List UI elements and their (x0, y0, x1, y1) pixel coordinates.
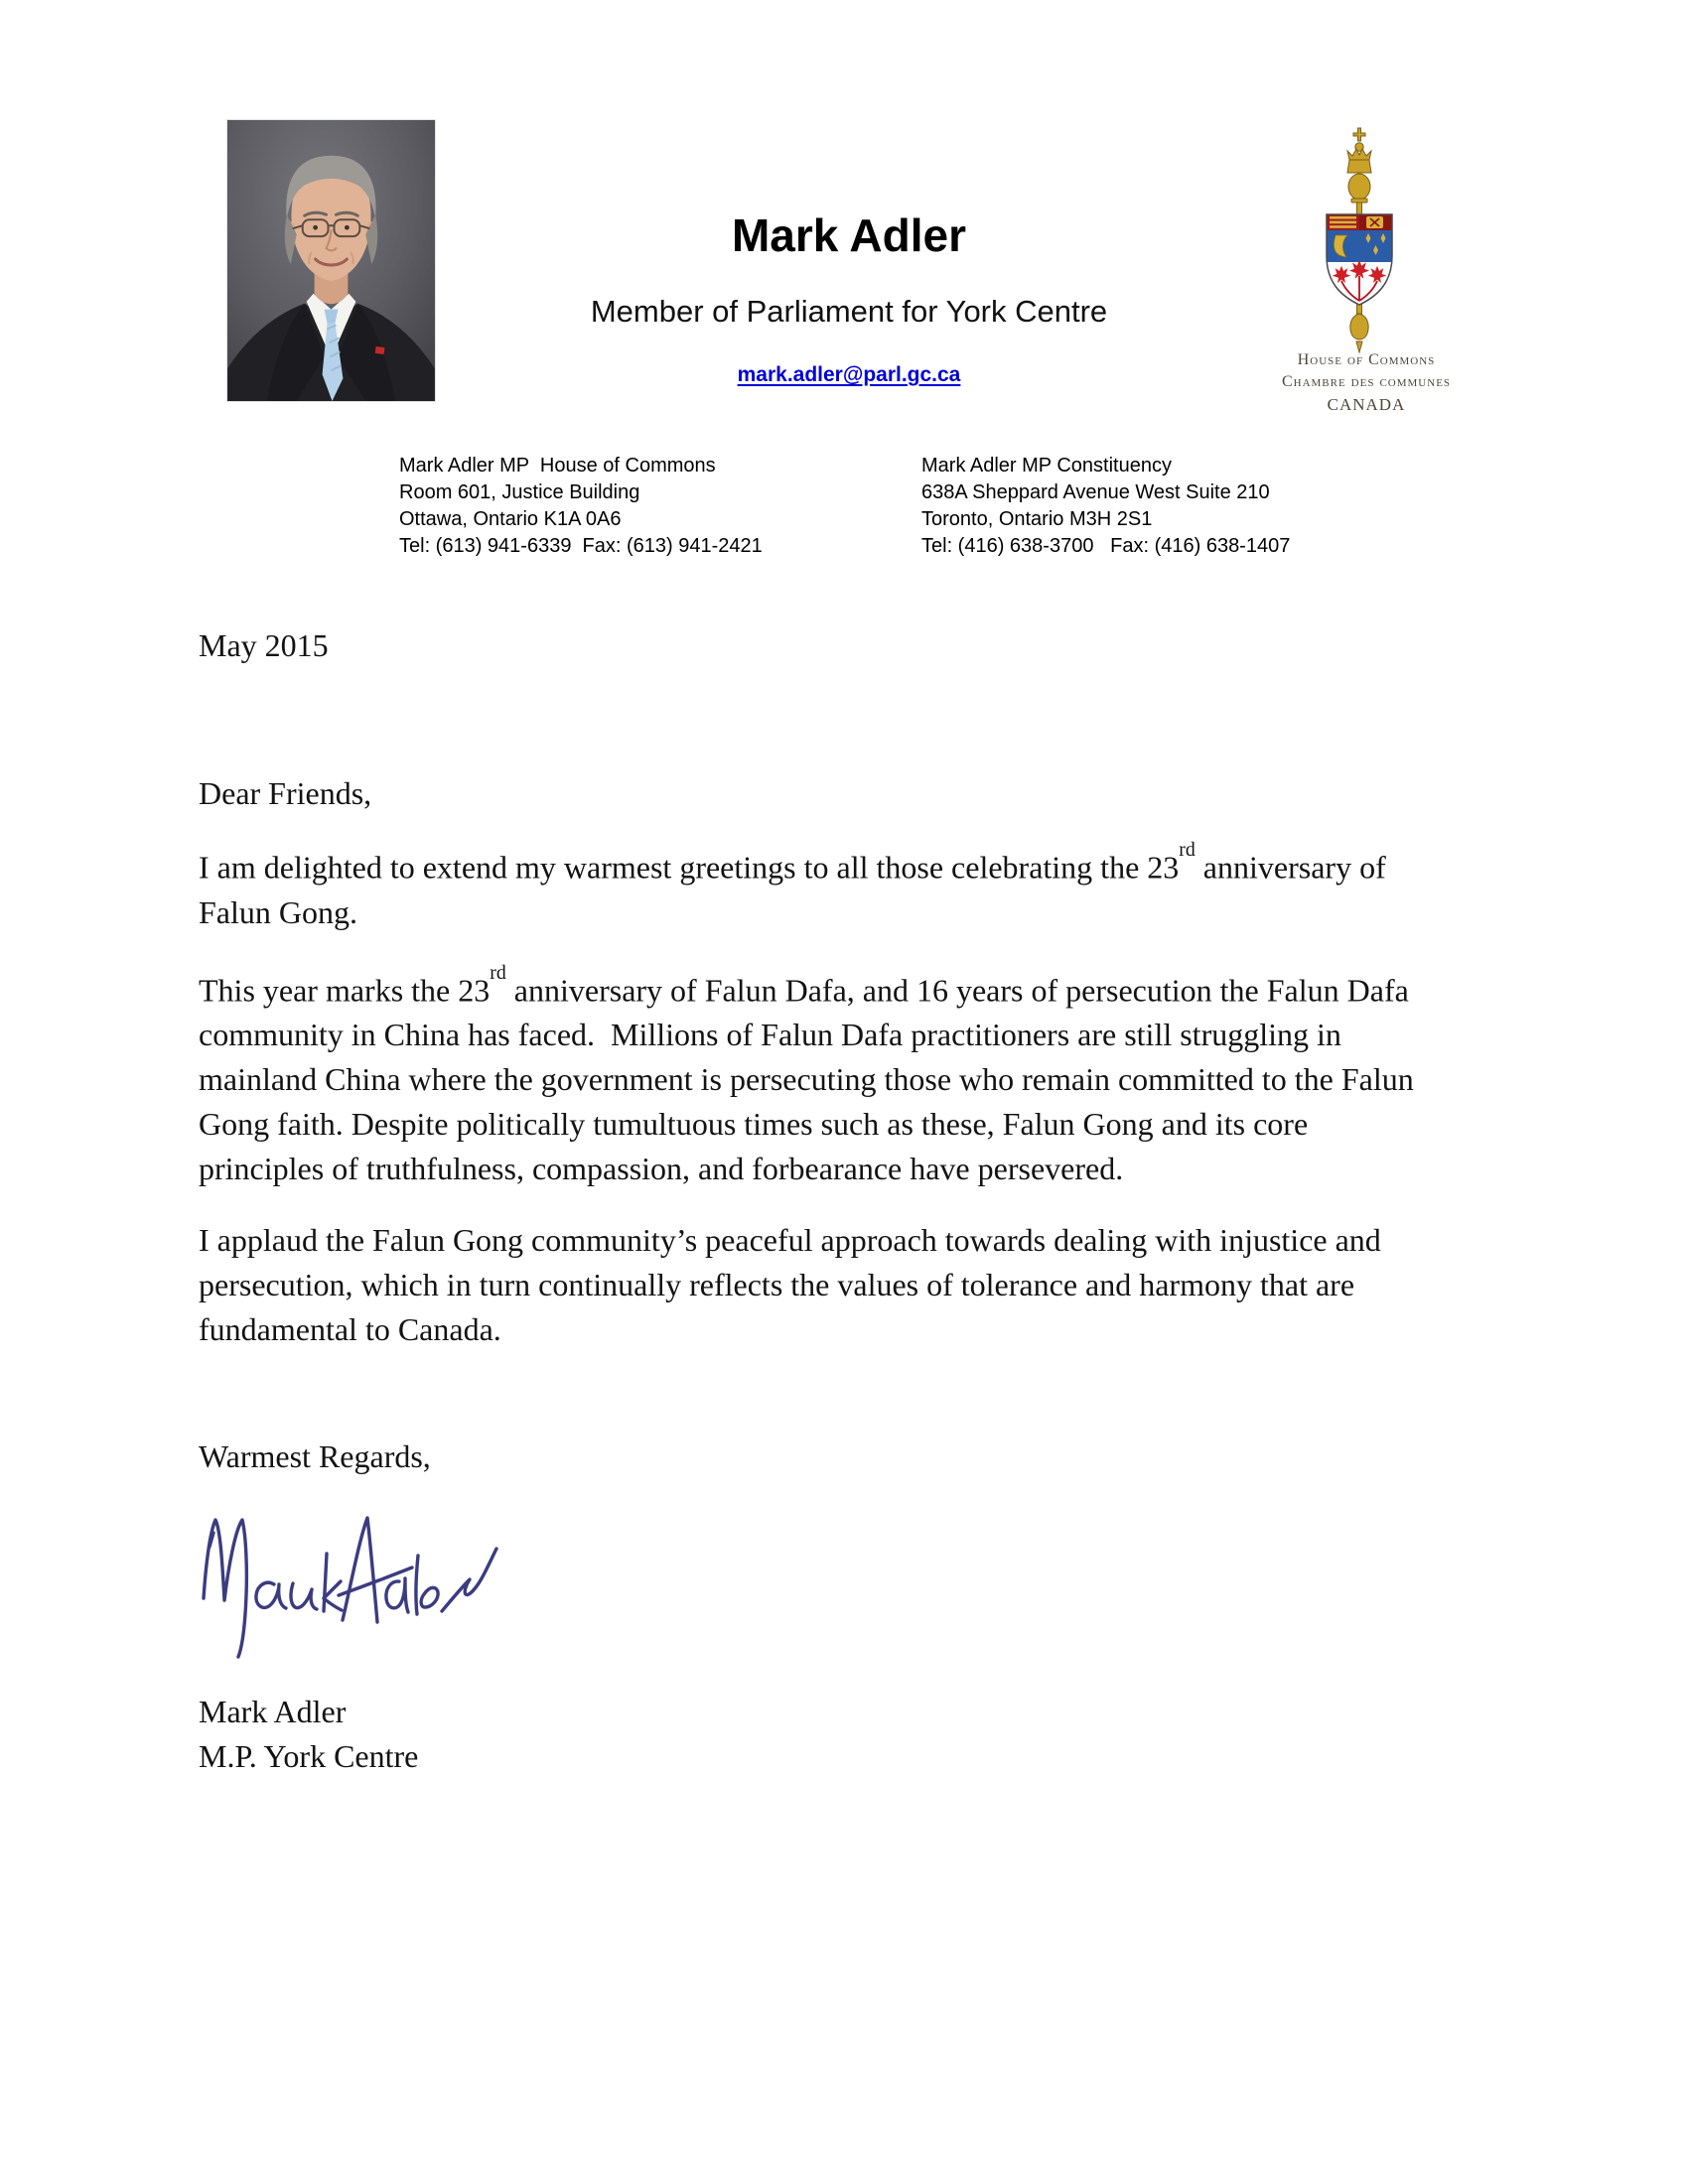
portrait-illustration (227, 120, 435, 401)
crest-caption-line-1: House of Commons (1297, 351, 1436, 368)
text-run: I am delighted to extend my warmest greetings to all those celebrating the 23 (199, 849, 1180, 886)
letter-paragraph (199, 839, 1648, 935)
email-link[interactable]: mark.adler@parl.gc.ca (737, 363, 961, 386)
text-run: anniversary of Falun Dafa, and 16 years of persecution the Falun Dafa (505, 972, 1409, 1009)
text-run: mainland China where the government is persecuting those who remain committed to the Falun (199, 1061, 1414, 1098)
house-of-commons-crest (1322, 125, 1397, 353)
header-subtitle: Member of Parliament for York Centre (590, 294, 1108, 329)
letter-paragraph (199, 962, 1648, 1192)
address-constituency (921, 453, 1290, 560)
address-line: 638A Sheppard Avenue West Suite 210 (921, 481, 1270, 503)
address-line: Mark Adler MP House of Commons (399, 455, 716, 477)
signer-name: Mark Adler (199, 1694, 347, 1729)
letter-paragraph (199, 1218, 1648, 1352)
address-line: Toronto, Ontario M3H 2S1 (921, 508, 1153, 530)
text-run: persecution, which in turn continually reflects the values of tolerance and harmony that are (199, 1267, 1355, 1303)
address-line: Room 601, Justice Building (399, 481, 640, 503)
signer-title: M.P. York Centre (199, 1738, 419, 1774)
crest-caption-line-2: Chambre des communes (1281, 373, 1452, 390)
address-line: Tel: (416) 638-3700 Fax: (416) 638-1407 (921, 535, 1291, 557)
crest-caption (1247, 349, 1485, 416)
signature-ink (196, 1497, 503, 1661)
handwritten-signature (196, 1497, 503, 1661)
text-run: principles of truthfulness, compassion, and forbearance have persevered. (199, 1151, 1124, 1187)
text-run: community in China has faced. Millions of Falun Dafa practitioners are still struggling in (199, 1017, 1341, 1053)
letter-date: May 2015 (199, 627, 329, 663)
salutation: Dear Friends, (199, 775, 372, 811)
address-parliament (399, 453, 763, 560)
address-line: Ottawa, Ontario K1A 0A6 (399, 508, 622, 530)
ordinal-suffix: rd (1179, 839, 1196, 862)
signer-block (199, 1690, 418, 1779)
address-line: Mark Adler MP Constituency (921, 455, 1172, 477)
mace-and-shield-icon (1322, 125, 1397, 353)
mp-portrait-photo (226, 119, 436, 402)
text-run: Falun Gong. (199, 893, 357, 930)
text-run: fundamental to Canada. (199, 1311, 501, 1348)
ordinal-suffix: rd (490, 961, 506, 984)
text-run: anniversary of (1195, 849, 1386, 886)
text-run: I applaud the Falun Gong community’s peaceful approach towards dealing with injustice and (199, 1222, 1381, 1259)
text-run: Gong faith. Despite politically tumultuous times such as these, Falun Gong and its core (199, 1106, 1309, 1143)
closing-line: Warmest Regards, (199, 1438, 431, 1474)
address-line: Tel: (613) 941-6339 Fax: (613) 941-2421 (399, 535, 763, 557)
page-title: Mark Adler (731, 209, 967, 261)
text-run: This year marks the 23 (199, 972, 491, 1009)
letter-body (199, 839, 1648, 1379)
crest-caption-line-3: CANADA (1327, 395, 1406, 414)
